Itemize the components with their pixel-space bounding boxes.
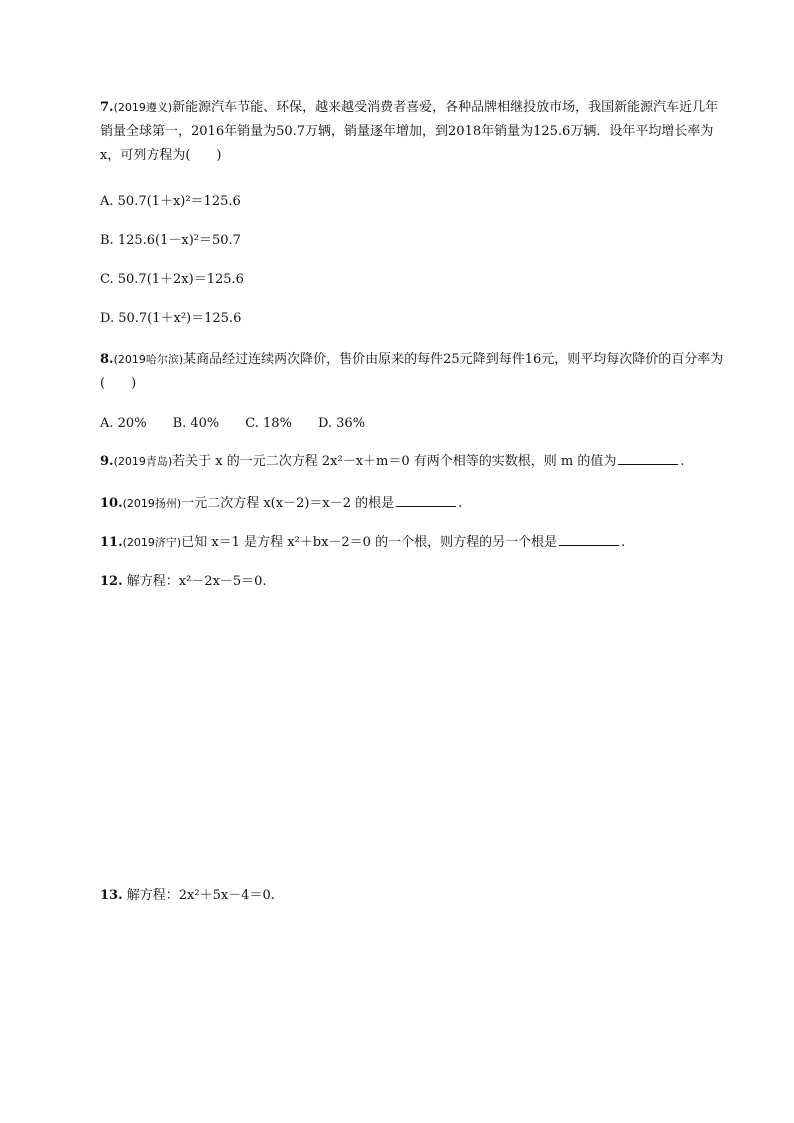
question-end: . <box>680 454 685 469</box>
question-number: 10. <box>100 496 123 511</box>
option-d: D. 50.7(1＋x²)＝125.6 <box>100 311 242 326</box>
question-source: (2019青岛) <box>113 455 173 468</box>
question-number: 11. <box>100 535 123 550</box>
question-text: 一元二次方程 x(x－2)＝x－2 的根是 <box>181 496 395 511</box>
question-number: 9. <box>100 454 114 469</box>
question-number: 7. <box>100 100 114 115</box>
question-number: 12. <box>100 574 123 589</box>
question-end: . <box>621 535 626 550</box>
question-8 <box>100 348 724 396</box>
option-a: A. 20% <box>100 416 147 431</box>
option-c: C. 50.7(1＋2x)＝125.6 <box>100 272 244 287</box>
question-7 <box>100 96 724 168</box>
question-source: (2019济宁) <box>122 536 182 549</box>
option-c: C. 18% <box>245 416 292 431</box>
question-8-options <box>100 414 391 434</box>
question-text: 新能源汽车节能、环保，越来越受消费者喜爱，各种品牌相继投放市场，我国新能源汽车近几年销量全球第一，2016年销量为50.7万辆，销量逐年增加，到2018年销量为125.6万辆．设年平均增长率为 x，可列方程为( ) <box>100 100 719 163</box>
question-number: 13. <box>100 888 123 903</box>
question-13 <box>100 886 275 906</box>
answer-blank[interactable] <box>618 452 678 465</box>
question-text: 已知 x＝1 是方程 x²＋bx－2＝0 的一个根，则方程的另一个根是 <box>181 535 558 550</box>
question-11 <box>100 533 625 553</box>
question-text: 若关于 x 的一元二次方程 2x²－x＋m＝0 有两个相等的实数根，则 m 的值为 <box>172 454 617 469</box>
question-text: 解方程：x²－2x－5＝0. <box>126 574 267 589</box>
question-end: . <box>458 496 463 511</box>
question-number: 8. <box>100 352 114 367</box>
option-b: B. 40% <box>172 416 220 431</box>
answer-blank[interactable] <box>559 533 619 546</box>
question-source: (2019扬州) <box>122 497 182 510</box>
question-12 <box>100 572 267 592</box>
question-source: (2019遵义) <box>113 101 173 114</box>
question-10 <box>100 494 462 514</box>
question-source: (2019哈尔滨) <box>113 353 184 366</box>
option-b: B. 125.6(1－x)²＝50.7 <box>100 233 241 248</box>
option-d: D. 36% <box>317 416 366 431</box>
option-a: A. 50.7(1＋x)²＝125.6 <box>100 194 241 209</box>
question-9 <box>100 452 685 472</box>
question-text: 某商品经过连续两次降价，售价由原来的每件25元降到每件16元，则平均每次降价的百分率为( ) <box>100 352 724 391</box>
answer-blank[interactable] <box>396 494 456 507</box>
question-text: 解方程：2x²＋5x－4＝0. <box>126 888 275 903</box>
